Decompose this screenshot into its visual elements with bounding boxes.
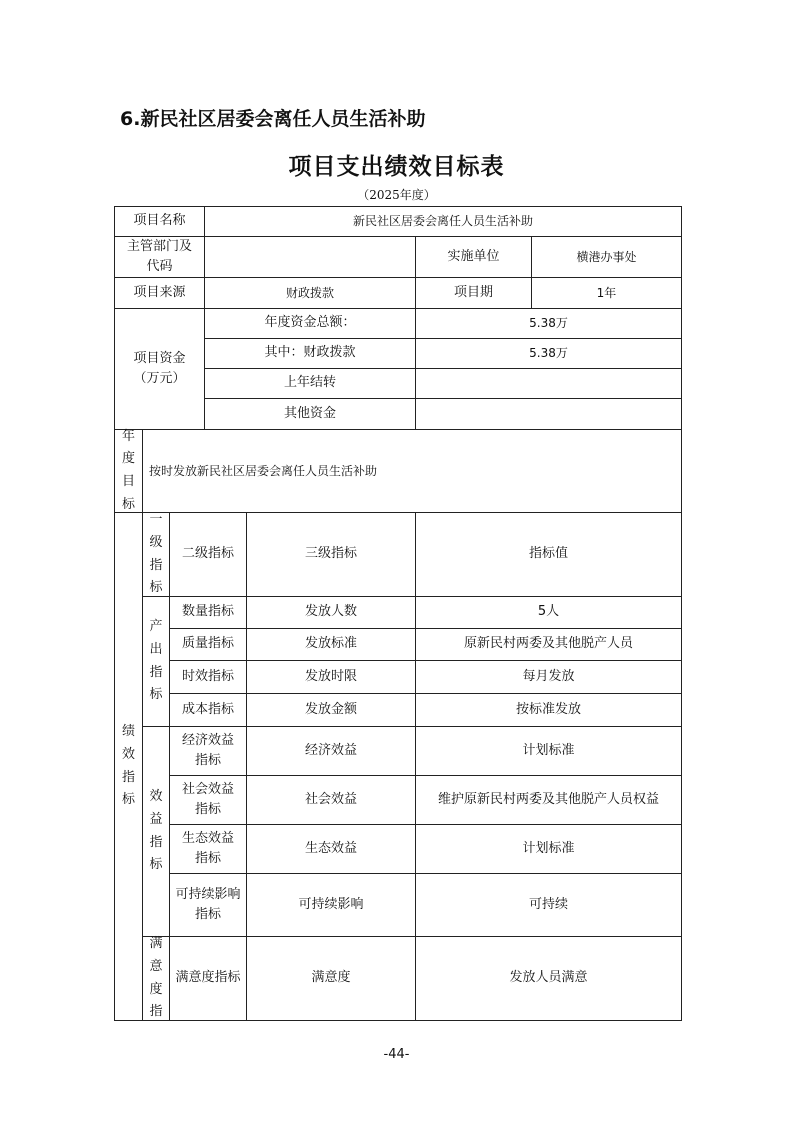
table-row-l2: 质量指标 xyxy=(169,628,247,661)
project-source-value: 财政拨款 xyxy=(204,277,416,309)
header-value: 指标值 xyxy=(415,512,682,597)
table-row-l2: 数量指标 xyxy=(169,596,247,629)
table-row-l3: 生态效益 xyxy=(246,824,416,874)
fund-other-value xyxy=(415,398,682,430)
output-indicators-label: 产出指标 xyxy=(142,596,170,727)
table-row-l2: 可持续影响指标 xyxy=(169,873,247,937)
table-row-value: 计划标准 xyxy=(415,726,682,776)
department-label: 主管部门及代码 xyxy=(114,236,205,278)
table-row-l3: 经济效益 xyxy=(246,726,416,776)
table-row-l2: 生态效益指标 xyxy=(169,824,247,874)
header-level3: 三级指标 xyxy=(246,512,416,597)
table-row-l2: 社会效益指标 xyxy=(169,775,247,825)
project-funds-label: 项目资金（万元） xyxy=(114,308,205,430)
fund-fiscal-value: 5.38万 xyxy=(415,338,682,369)
table-row-value: 发放人员满意 xyxy=(415,936,682,1021)
table-row-l3: 发放标准 xyxy=(246,628,416,661)
project-name-value: 新民社区居委会离任人员生活补助 xyxy=(204,206,682,237)
performance-indicators-label: 绩效指标 xyxy=(114,512,143,1021)
table-row-l2: 成本指标 xyxy=(169,693,247,727)
fund-total-label: 年度资金总额： xyxy=(204,308,416,339)
header-level1: 一级指标 xyxy=(142,512,170,597)
project-period-label: 项目期 xyxy=(415,277,532,309)
annual-goal-label: 年度目标 xyxy=(114,429,143,513)
page-number: -44- xyxy=(383,1047,410,1062)
annual-goal-value: 按时发放新民社区居委会离任人员生活补助 xyxy=(142,429,682,513)
table-row-l2: 时效指标 xyxy=(169,660,247,694)
implementing-unit-value: 横港办事处 xyxy=(531,236,682,278)
header-level2: 二级指标 xyxy=(169,512,247,597)
table-row-value: 按标准发放 xyxy=(415,693,682,727)
table-row-value: 5人 xyxy=(415,596,682,629)
table-row-l3: 可持续影响 xyxy=(246,873,416,937)
benefit-indicators-label: 效益指标 xyxy=(142,726,170,937)
table-row-l2: 满意度指标 xyxy=(169,936,247,1021)
fund-carryover-value xyxy=(415,368,682,399)
table-row-value: 计划标准 xyxy=(415,824,682,874)
table-row-l3: 发放金额 xyxy=(246,693,416,727)
page-title: 项目支出绩效目标表 xyxy=(288,154,505,180)
fund-total-value: 5.38万 xyxy=(415,308,682,339)
table-row-value: 每月发放 xyxy=(415,660,682,694)
fund-carryover-label: 上年结转 xyxy=(204,368,416,399)
satisfaction-indicators-label: 满意度指 xyxy=(142,936,170,1021)
table-row-l3: 满意度 xyxy=(246,936,416,1021)
table-row-l3: 社会效益 xyxy=(246,775,416,825)
project-source-label: 项目来源 xyxy=(114,277,205,309)
fund-other-label: 其他资金 xyxy=(204,398,416,430)
table-row-l3: 发放时限 xyxy=(246,660,416,694)
project-name-label: 项目名称 xyxy=(114,206,205,237)
fiscal-year: （2025年度） xyxy=(357,188,436,202)
fund-fiscal-label: 其中：财政拨款 xyxy=(204,338,416,369)
table-row-l3: 发放人数 xyxy=(246,596,416,629)
section-heading: 6.新民社区居委会离任人员生活补助 xyxy=(120,108,426,130)
table-row-value: 可持续 xyxy=(415,873,682,937)
implementing-unit-label: 实施单位 xyxy=(415,236,532,278)
table-row-l2: 经济效益指标 xyxy=(169,726,247,776)
table-row-value: 原新民村两委及其他脱产人员 xyxy=(415,628,682,661)
table-row-value: 维护原新民村两委及其他脱产人员权益 xyxy=(415,775,682,825)
department-value xyxy=(204,236,416,278)
project-period-value: 1年 xyxy=(531,277,682,309)
